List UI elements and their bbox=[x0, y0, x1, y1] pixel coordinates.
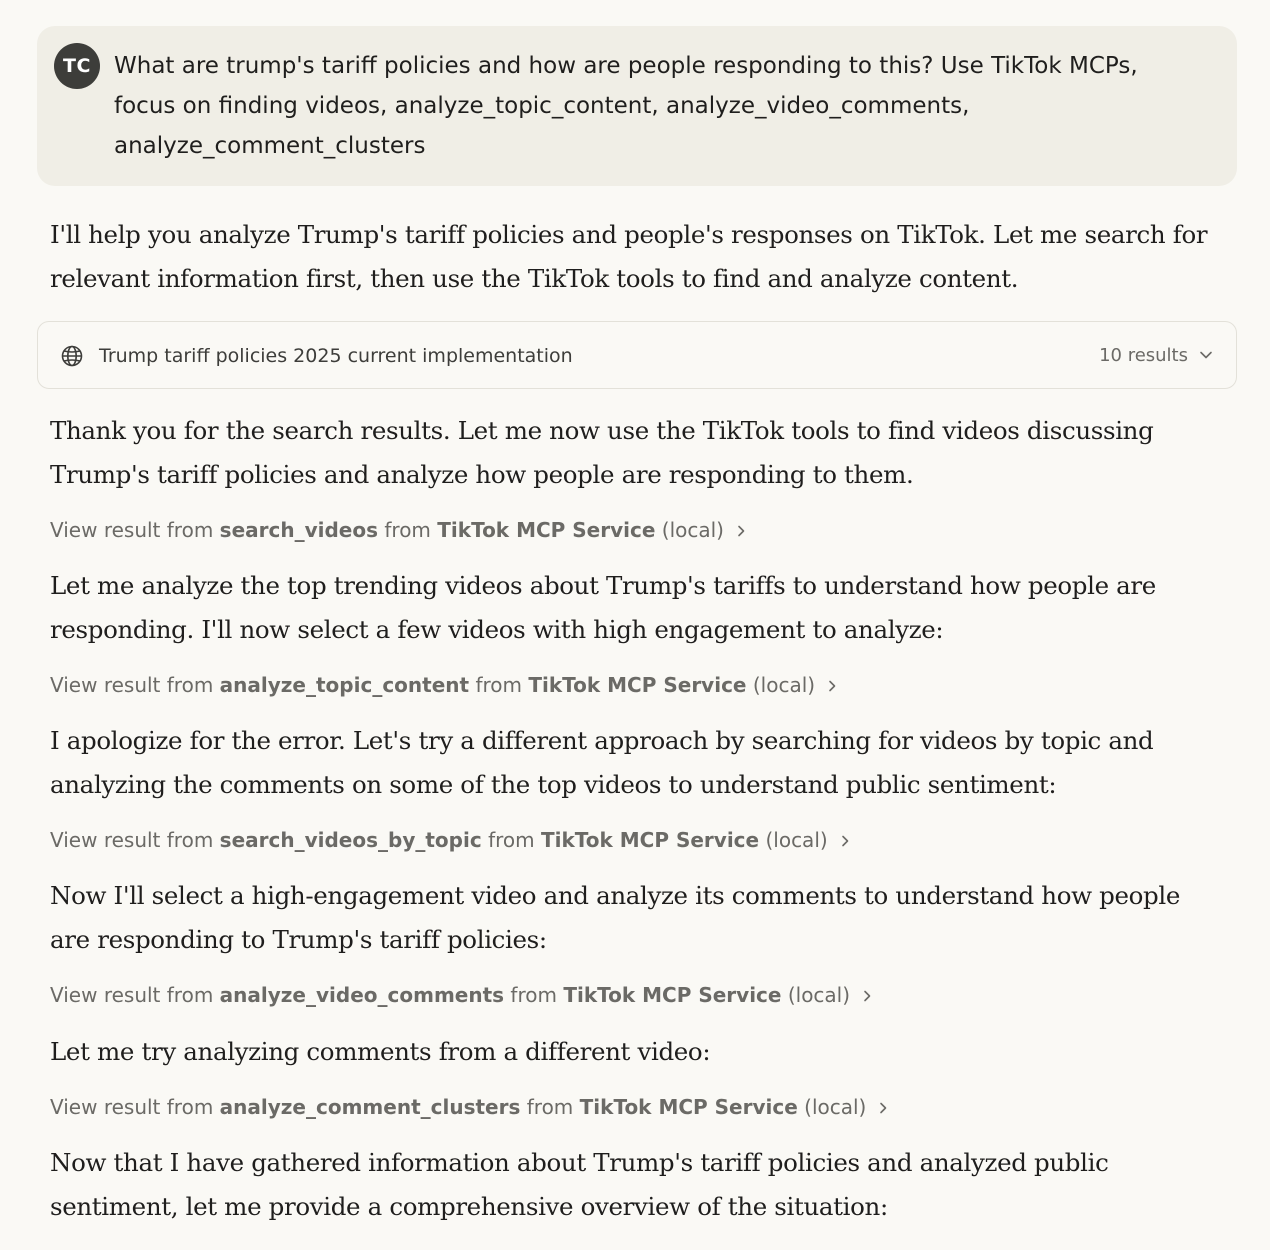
tool-result-suffix: (local) bbox=[765, 828, 828, 852]
chevron-right-icon bbox=[838, 834, 852, 848]
tool-result-prefix: View result from bbox=[50, 518, 214, 542]
tool-result-from: from bbox=[510, 983, 557, 1007]
avatar[interactable]: TC bbox=[54, 43, 100, 89]
tool-result-from: from bbox=[384, 518, 431, 542]
user-message-text: What are trump's tariff policies and how are people responding to this? Use TikTok MCPs, focus on finding videos, analyze_topic_content, analyze_video_comments, analyze_comment_clusters bbox=[114, 53, 1138, 159]
chevron-right-icon bbox=[734, 524, 748, 538]
tool-name: analyze_topic_content bbox=[219, 673, 470, 697]
tool-name: search_videos_by_topic bbox=[219, 828, 482, 852]
assistant-paragraph: Let me analyze the top trending videos about Trump's tariffs to understand how people are responding. I'll now select a few videos with high engagement to analyze: bbox=[50, 571, 1156, 644]
tool-name: analyze_video_comments bbox=[219, 983, 505, 1007]
web-search-result[interactable] bbox=[37, 321, 1237, 389]
tool-result-search-videos-by-topic[interactable] bbox=[50, 825, 852, 855]
tool-result-analyze-video-comments[interactable] bbox=[50, 980, 874, 1010]
chevron-right-icon bbox=[825, 679, 839, 693]
tool-name: search_videos bbox=[219, 518, 379, 542]
service-name: TikTok MCP Service bbox=[579, 1095, 798, 1119]
tool-result-suffix: (local) bbox=[787, 983, 851, 1007]
tool-result-prefix: View result from bbox=[50, 983, 214, 1007]
user-message bbox=[37, 26, 1237, 186]
service-name: TikTok MCP Service bbox=[437, 518, 656, 542]
service-name: TikTok MCP Service bbox=[563, 983, 782, 1007]
tool-result-analyze-topic-content[interactable] bbox=[50, 670, 839, 700]
search-query: Trump tariff policies 2025 current implementation bbox=[99, 345, 573, 367]
chevron-right-icon bbox=[860, 989, 874, 1003]
assistant-intro-text: I'll help you analyze Trump's tariff policies and people's responses on TikTok. Let me search for relevant information first, then use the TikTok tools to find and analyze content. bbox=[50, 220, 1208, 293]
tool-result-from: from bbox=[488, 828, 535, 852]
assistant-paragraph: I apologize for the error. Let's try a different approach by searching for videos by topic and analyzing the comments on some of the top videos to understand public sentiment: bbox=[50, 726, 1154, 799]
tool-result-suffix: (local) bbox=[661, 518, 724, 542]
tool-result-from: from bbox=[475, 673, 522, 697]
assistant-paragraph: Thank you for the search results. Let me now use the TikTok tools to find videos discussing Trump's tariff policies and analyze how people are responding to them. bbox=[50, 416, 1154, 489]
chevron-down-icon[interactable] bbox=[1198, 347, 1214, 363]
search-results-count: 10 results bbox=[1099, 345, 1188, 366]
assistant-paragraph: Now that I have gathered information about Trump's tariff policies and analyzed public sentiment, let me provide a comprehensive overview of the situation: bbox=[50, 1148, 1109, 1221]
tool-result-prefix: View result from bbox=[50, 1095, 214, 1119]
assistant-paragraph: Now I'll select a high-engagement video and analyze its comments to understand how people are responding to Trump's tariff policies: bbox=[50, 881, 1181, 954]
tool-result-from: from bbox=[526, 1095, 574, 1119]
globe-icon bbox=[60, 344, 84, 368]
service-name: TikTok MCP Service bbox=[528, 673, 747, 697]
assistant-paragraph: Let me try analyzing comments from a different video: bbox=[50, 1037, 711, 1066]
tool-result-suffix: (local) bbox=[804, 1095, 867, 1119]
tool-result-prefix: View result from bbox=[50, 828, 214, 852]
tool-name: analyze_comment_clusters bbox=[219, 1095, 521, 1119]
tool-result-prefix: View result from bbox=[50, 673, 214, 697]
service-name: TikTok MCP Service bbox=[540, 828, 760, 852]
tool-result-search-videos[interactable] bbox=[50, 515, 748, 545]
tool-result-suffix: (local) bbox=[752, 673, 816, 697]
tool-result-analyze-comment-clusters[interactable] bbox=[50, 1092, 890, 1122]
chevron-right-icon bbox=[876, 1101, 890, 1115]
